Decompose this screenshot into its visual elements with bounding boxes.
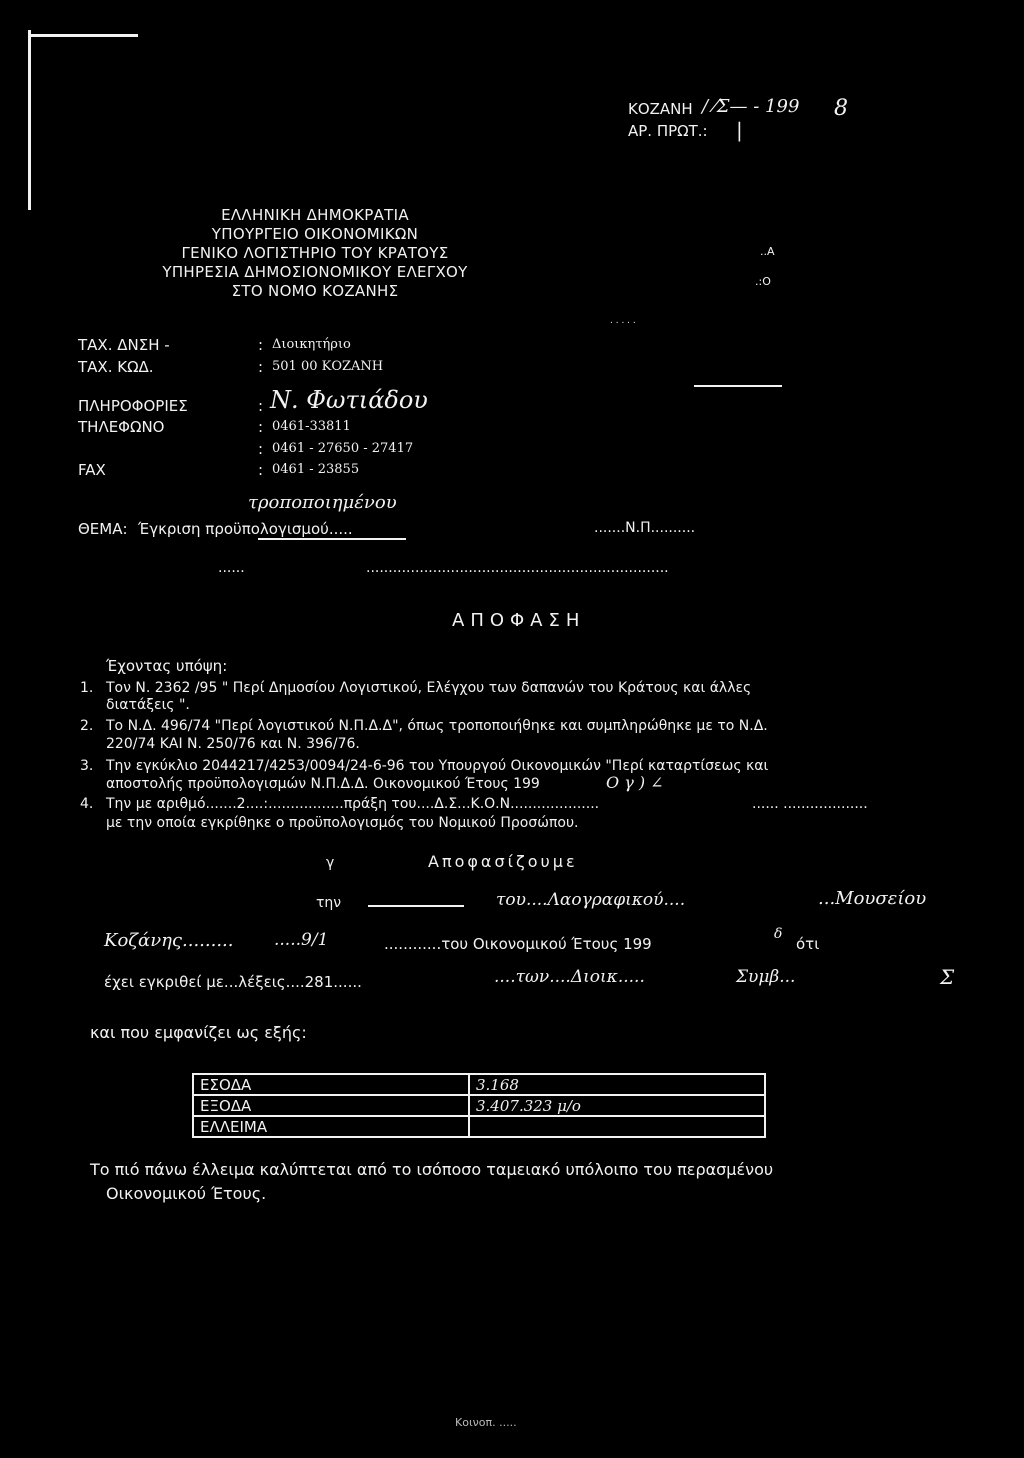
fax-value: 0461 - 23855 [272,462,360,477]
year-digit-handwritten: δ [774,926,783,942]
decide-approved-with: έχει εγκριθεί με...λέξεις....281...... [104,973,362,991]
decide-mark-handwritten: Σ [940,965,955,989]
decide-the-label: την [316,895,342,911]
org-line: ΓΕΝΙΚΟ ΛΟΓΙΣΤΗΡΙΟ ΤΟΥ ΚΡΑΤΟΥΣ [181,244,449,262]
colon: : [258,461,264,479]
protocol-label: ΑΡ. ΠΡΩΤ.: [628,122,708,140]
considering-item-line: Τον Ν. 2362 /95 " Περί Δημοσίου Λογιστικού, Ελέγχου των δαπανών του Κράτους και άλλες [106,680,752,696]
info-value-handwritten: Ν. Φωτιάδου [270,386,428,414]
fax-label: FAX [78,461,106,479]
budget-value: 3.168 [469,1074,765,1095]
stamp-remnant: . . . . . [610,316,636,326]
decide-shows-as-follows: και που εμφανίζει ως εξής: [90,1023,307,1042]
org-line: ΣΤΟ ΝΟΜΟ ΚΟΖΑΝΗΣ [231,282,399,300]
place-date-value: / ⁄Σ— - 199 [702,96,800,117]
table-row [193,1095,765,1116]
considering-item-line: Την με αριθμό.......2....:.................πράξη του....Δ.Σ...Κ.Ο.Ν.................... [106,796,600,812]
considering-item-number: 2. [80,718,94,734]
colon: : [258,418,264,436]
subject-dots-second-left: ...... [218,560,245,576]
considering-item-line: Το Ν.Δ. 496/74 "Περί λογιστικού Ν.Π.Δ.Δ", όπως τροποποιήθηκε και συμπληρώθηκε με το Ν.Δ. [106,718,768,734]
table-row [193,1116,765,1137]
subject-dots-second-right: .................................................................... [366,560,669,576]
footer-line-2: Οικονομικού Έτους. [106,1184,267,1203]
considering-intro: Έχοντας υπόψη: [106,657,228,675]
considering-item-line: διατάξεις ". [106,697,190,713]
org-line: ΥΠΗΡΕΣΙΑ ΔΗΜΟΣΙΟΝΟΜΙΚΟΥ ΕΛΕΓΧΟΥ [162,263,468,281]
strikethrough-mark [258,538,406,540]
considering-item-number: 4. [80,796,94,812]
budget-value [469,1116,765,1137]
budget-value: 3.407.323 μ/ο [469,1095,765,1116]
decide-title: Αποφασίζουμε [428,852,578,871]
postcode-value: 501 00 ΚΟΖΑΝΗ [272,359,384,374]
phone-value-2: 0461 - 27650 - 27417 [272,441,414,456]
corner-mark-horizontal [28,34,138,37]
subject-dots-right: .......Ν.Π.......... [594,520,696,536]
org-line: ΕΛΛΗΝΙΚΗ ΔΗΜΟΚΡΑΤΙΑ [221,206,409,224]
decide-city-handwritten: Κοζάνης......... [104,930,234,951]
dash-line [368,905,464,907]
postcode-label: ΤΑΧ. ΚΩΔ. [78,358,154,376]
colon: : [258,440,264,458]
phone-value-1: 0461-33811 [272,419,351,434]
protocol-value: | [736,118,743,142]
address-value: Διοικητήριο [272,337,351,352]
subject-label: ΘΕΜΑ: [78,520,128,538]
considering-item-number: 3. [80,758,94,774]
budget-label: ΕΣΟΔΑ [193,1074,469,1095]
stamp-remnant: ..Α [760,245,775,258]
considering-item-line: Την εγκύκλιο 2044217/4253/0094/24-6-96 του Υπουργού Οικονομικών "Περί καταρτίσεως και [106,758,769,774]
subject-handwritten-insert: τροποποιημένου [248,492,397,513]
place-label: ΚΟΖΑΝΗ [628,100,693,118]
decision-title: ΑΠΟΦΑΣΗ [452,610,586,631]
considering-item-line: αποστολής προϋπολογισμών Ν.Π.Δ.Δ. Οικονομικού Έτους 199 [106,776,540,792]
budget-label: ΕΛΛΕΙΜΑ [193,1116,469,1137]
subject-text: Έγκριση προϋπολογισμού..... [138,520,353,538]
colon: : [258,358,264,376]
decide-number-handwritten: .....9/1 [274,930,329,950]
considering-item-dots: ...... ................... [752,796,868,812]
address-label: ΤΑΧ. ΔΝΣΗ - [78,336,170,354]
considering-item-line: 220/74 ΚΑΙ Ν. 250/76 και Ν. 396/76. [106,736,360,752]
considering-item-line: με την οποία εγκρίθηκε ο προϋπολογισμός του Νομικού Προσώπου. [106,815,579,831]
decide-that-label: ότι [796,935,820,953]
decide-board-handwritten: ....των....Διοικ..... [494,967,645,987]
handwritten-mark: γ [326,855,335,871]
budget-label: ΕΞΟΔΑ [193,1095,469,1116]
decide-fiscal-year: ............του Οικονομικού Έτους 199 [384,935,652,953]
info-label: ΠΛΗΡΟΦΟΡΙΕΣ [78,397,188,415]
colon: : [258,336,264,354]
decide-entity-handwritten: του....Λαογραφικού.... [496,890,686,910]
bottom-fragment: Κοινοπ. ..... [455,1416,517,1429]
footer-line-1: Το πιό πάνω έλλειμα καλύπτεται από το ισόποσο ταμειακό υπόλοιπο του περασμένου [90,1160,774,1179]
organization-block [150,206,480,301]
considering-item-number: 1. [80,680,94,696]
table-row [193,1074,765,1095]
colon: : [258,397,264,415]
signature-rule [694,385,782,387]
year-digit-handwritten: 8 [834,96,848,121]
decide-entity-end-handwritten: ...Μουσείου [818,888,927,909]
org-line: ΥΠΟΥΡΓΕΙΟ ΟΙΚΟΝΟΜΙΚΩΝ [211,225,419,243]
stamp-remnant: .:Ο [755,275,771,288]
phone-label: ΤΗΛΕΦΩΝΟ [78,418,165,436]
budget-table [192,1073,766,1138]
corner-mark-vertical [28,30,31,210]
decide-council-handwritten: Συμβ... [736,967,796,987]
year-handwritten: Ο γ ) ∠ [606,773,664,792]
